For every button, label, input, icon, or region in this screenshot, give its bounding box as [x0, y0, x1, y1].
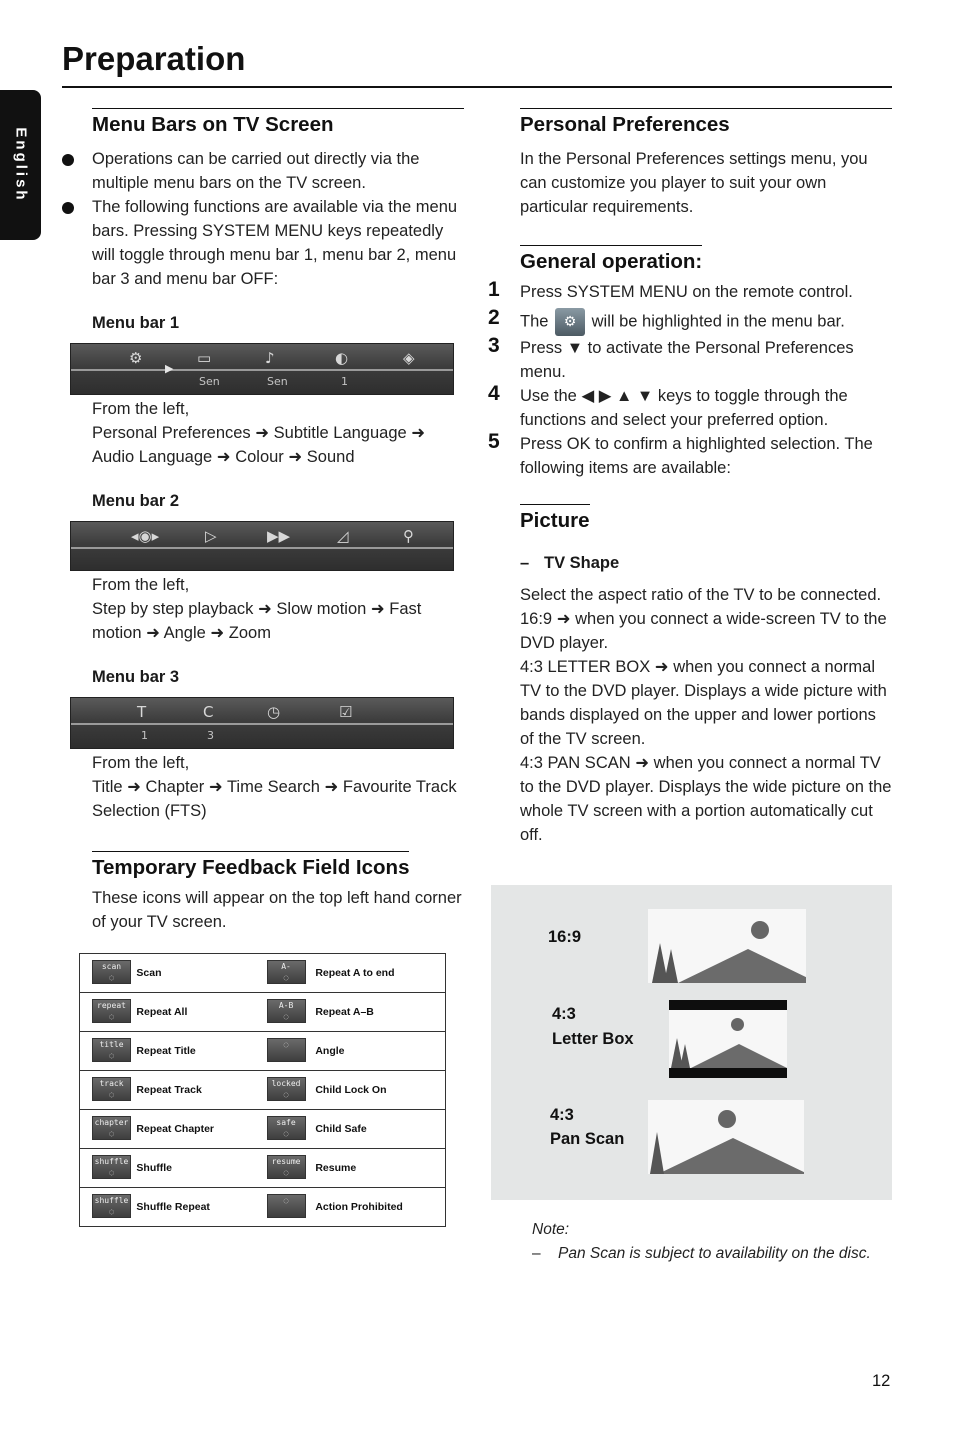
feedback-icon [92, 1194, 131, 1218]
feedback-icon-text: track [99, 1078, 124, 1088]
language-tab-label: English [12, 127, 29, 203]
table-row [80, 954, 446, 993]
table-row [80, 1149, 446, 1188]
right-column [488, 108, 892, 847]
bullet-item: The following functions are available via the menu bars. Pressing SYSTEM MENU keys repeatedly will toggle through menu bar 1, menu bar 2, menu bar 3 and menu bar OFF: [92, 195, 464, 291]
step-4 [488, 382, 892, 432]
table-row [80, 993, 446, 1032]
fast-motion-icon: ▶▶ [267, 527, 291, 545]
general-steps [488, 278, 892, 480]
chapter-value: 3 [207, 729, 214, 742]
table-row [80, 1071, 446, 1110]
feedback-label: Repeat Track [136, 1071, 266, 1110]
table-row [80, 1110, 446, 1149]
dash: – [520, 554, 530, 572]
page-number: 12 [872, 1372, 891, 1390]
feedback-icon [267, 999, 306, 1023]
tree [664, 949, 678, 983]
option-text: when you connect a normal TV to the DVD player. Displays the wide picture on the whole TV screen with a portion automatically cut off. [520, 754, 892, 844]
pan-scan-image [648, 1100, 804, 1174]
colour-icon: ◐ [335, 349, 349, 367]
sun [731, 1018, 744, 1031]
note-line [532, 1242, 892, 1266]
option-16-9 [520, 607, 892, 655]
language-tab [0, 90, 41, 240]
feedback-icon-cell [80, 1032, 137, 1071]
tree [650, 1132, 664, 1174]
feedback-icon-cell [267, 954, 316, 993]
feedback-icon [92, 1155, 131, 1179]
feedback-icon-text: shuffle [94, 1195, 129, 1205]
feedback-icon [267, 1038, 306, 1062]
letter-box-image [669, 1000, 787, 1078]
option-text: when you connect a wide-screen TV to the DVD player. [520, 610, 887, 652]
left-column [92, 108, 464, 934]
menu-bar-3-caption-lead: From the left, [92, 754, 190, 772]
feedback-icon-glyph: ◌ [283, 1128, 289, 1138]
feedback-icon [92, 1116, 131, 1140]
note-block [532, 1218, 892, 1266]
chapter-letter: C [203, 703, 214, 721]
feedback-icon [92, 999, 131, 1023]
panscan-label-ratio: 4:3 [550, 1106, 574, 1124]
zoom-icon: ⚲ [403, 527, 414, 545]
step-1 [488, 278, 892, 304]
menu-bar-1-caption: Personal Preferences ➜ Subtitle Language ➜ Audio Language ➜ Colour ➜ Sound [92, 424, 426, 466]
feedback-icon-cell [267, 1188, 316, 1227]
feedback-label: Action Prohibited [315, 1188, 445, 1227]
step-number: 4 [488, 382, 500, 405]
colour-value: 1 [341, 375, 348, 388]
feedback-label: Child Lock On [315, 1071, 445, 1110]
feedback-icon [92, 1077, 131, 1101]
feedback-icon-cell [80, 1071, 137, 1110]
sound-icon: ◈ [403, 349, 415, 367]
personal-preferences-heading: Personal Preferences [520, 108, 892, 137]
feedback-icon [92, 1038, 131, 1062]
feedback-icon-glyph: ◌ [109, 1128, 114, 1138]
feedback-icon-text: shuffle [94, 1156, 129, 1166]
feedback-icon [267, 1116, 306, 1140]
feedback-label: Shuffle Repeat [136, 1188, 266, 1227]
tv-shape-intro: Select the aspect ratio of the TV to be connected. [520, 586, 882, 604]
note-title: Note: [532, 1221, 570, 1238]
title-letter: T [137, 703, 147, 721]
subtitle-value: Sen [199, 375, 220, 388]
feedback-icon-text: A-B [278, 1000, 294, 1010]
picture-format-panel [491, 885, 892, 1200]
tree [680, 1044, 690, 1068]
wide-screen-image [648, 909, 806, 983]
letterbox-label-ratio: 4:3 [552, 1005, 576, 1023]
fts-icon: ☑ [339, 703, 353, 721]
menu-bar-2-screenshot [70, 521, 454, 571]
feedback-icon-cell [80, 1188, 137, 1227]
option-key: 4:3 LETTER BOX ➜ [520, 658, 669, 676]
feedback-label: Repeat A–B [315, 993, 445, 1032]
page-title: Preparation [62, 40, 246, 77]
time-search-icon: ◷ [267, 703, 281, 721]
feedback-icon-cell [267, 993, 316, 1032]
menu-bar-2-label: Menu bar 2 [92, 492, 180, 510]
tv-shape-subheading [520, 551, 892, 575]
angle-icon: ◿ [337, 527, 349, 545]
bar-line [71, 723, 453, 725]
bottom-band [669, 1068, 787, 1078]
subtitle-icon: ▭ [197, 349, 212, 367]
feedback-icon [92, 960, 131, 984]
letterbox-label-name: Letter Box [552, 1030, 634, 1048]
feedback-icon-glyph: ◌ [109, 1206, 114, 1216]
feedback-icon-glyph: ◌ [283, 1089, 289, 1099]
feedback-icon-text: safe [276, 1117, 296, 1127]
general-operation-heading: General operation: [520, 245, 702, 274]
picture-heading: Picture [520, 504, 590, 533]
table-row [80, 1188, 446, 1227]
icon-table-body [80, 954, 446, 1227]
feedback-icon-text: A- [281, 961, 291, 971]
feedback-icon-glyph: ◌ [283, 1195, 289, 1205]
note-text: Pan Scan is subject to availability on the disc. [558, 1245, 871, 1262]
step-text: The [520, 312, 549, 331]
feedback-label: Angle [315, 1032, 445, 1071]
step-3 [488, 334, 892, 384]
top-band [669, 1000, 787, 1010]
menu-bar-3-caption: Title ➜ Chapter ➜ Time Search ➜ Favourite Track Selection (FTS) [92, 778, 457, 820]
step-text: will be highlighted in the menu bar. [591, 312, 845, 331]
audio-language-icon: ♪ [265, 349, 275, 367]
feedback-icon-glyph: ◌ [109, 1089, 114, 1099]
feedback-icon-glyph: ◌ [283, 1011, 289, 1021]
feedback-label: Scan [136, 967, 162, 979]
feedback-icon-text: title [99, 1039, 124, 1049]
menu-bar-1-screenshot [70, 343, 454, 395]
feedback-icon-text: repeat [97, 1000, 126, 1010]
step-number: 5 [488, 430, 500, 453]
step-number: 1 [488, 278, 500, 301]
option-key: 16:9 ➜ [520, 610, 571, 628]
feedback-icon [267, 1194, 306, 1218]
feedback-icon-glyph: ◌ [109, 972, 114, 982]
feedback-icon-cell [80, 954, 137, 993]
wide-label: 16:9 [548, 928, 582, 946]
feedback-icon-cell [80, 1149, 137, 1188]
step-2 [488, 306, 892, 336]
feedback-icon-glyph: ◌ [109, 1167, 114, 1177]
hill [658, 1138, 804, 1174]
feedback-icon-cell [267, 1110, 316, 1149]
step-text: Use the ◀ ▶ ▲ ▼ keys to toggle through the functions and select your preferred option. [520, 387, 848, 429]
feedback-icon-glyph: ◌ [283, 1167, 289, 1177]
feedback-icon-glyph: ◌ [283, 972, 289, 982]
sun [718, 1110, 736, 1128]
personal-preferences-inline-icon: ⚙ [555, 308, 585, 336]
feedback-icon-glyph: ◌ [109, 1050, 114, 1060]
feedback-icon-text: locked [271, 1078, 301, 1088]
step-text: Press SYSTEM MENU on the remote control. [520, 283, 853, 301]
panscan-label-name: Pan Scan [550, 1130, 625, 1148]
menu-bar-1-caption-lead: From the left, [92, 400, 190, 418]
feedback-label: Shuffle [136, 1149, 266, 1188]
menu-bar-2-caption: Step by step playback ➜ Slow motion ➜ Fast motion ➜ Angle ➜ Zoom [92, 600, 422, 642]
personal-preferences-text: In the Personal Preferences settings menu, you can customize you player to suit your own particular requirements. [520, 150, 868, 216]
step-5 [488, 430, 892, 480]
feedback-icon-cell [267, 1032, 316, 1071]
feedback-label: Repeat A to end [315, 967, 395, 979]
option-letter-box [520, 655, 892, 751]
feedback-icon [267, 1077, 306, 1101]
audio-value: Sen [267, 375, 288, 388]
feedback-icon-glyph: ◌ [283, 1039, 289, 1049]
bar-line [71, 547, 453, 549]
option-key: 4:3 PAN SCAN ➜ [520, 754, 650, 772]
menu-bar-1-label: Menu bar 1 [92, 314, 180, 332]
feedback-label: Repeat Chapter [136, 1110, 266, 1149]
title-rule [62, 86, 892, 88]
title-value: 1 [141, 729, 148, 742]
hill [691, 1044, 787, 1068]
sun [751, 921, 769, 939]
note-dash: – [532, 1245, 541, 1262]
table-row [80, 1032, 446, 1071]
feedback-icon-cell [80, 1110, 137, 1149]
feedback-label: Child Safe [315, 1110, 445, 1149]
feedback-icon-cell [80, 993, 137, 1032]
feedback-icon [267, 960, 306, 984]
feedback-icon-text: chapter [94, 1117, 129, 1127]
menu-bar-2-caption-lead: From the left, [92, 576, 190, 594]
step-text: Press OK to confirm a highlighted selection. The following items are available: [520, 435, 873, 477]
step-text: Press ▼ to activate the Personal Preferences menu. [520, 339, 854, 381]
hill [678, 949, 806, 983]
menu-bar-3-label: Menu bar 3 [92, 668, 180, 686]
feedback-icon-cell [267, 1071, 316, 1110]
step-playback-icon: ◂◉▸ [131, 527, 160, 545]
feedback-label: Repeat Title [136, 1032, 266, 1071]
feedback-text: These icons will appear on the top left hand corner of your TV screen. [92, 889, 462, 931]
slow-motion-icon: ▷ [205, 527, 217, 545]
option-pan-scan [520, 751, 892, 847]
feedback-icon [267, 1155, 306, 1179]
personal-preferences-icon: ⚙ [129, 349, 143, 367]
tv-shape-label: TV Shape [544, 554, 620, 572]
step-number: 2 [488, 306, 500, 329]
feedback-icon-table [79, 953, 446, 1227]
menu-bars-bullets [92, 147, 464, 291]
feedback-label: Repeat All [136, 993, 266, 1032]
feedback-icon-text: scan [101, 961, 122, 971]
feedback-heading: Temporary Feedback Field Icons [92, 851, 409, 880]
step-number: 3 [488, 334, 500, 357]
menu-bar-3-screenshot [70, 697, 454, 749]
feedback-icon-glyph: ◌ [109, 1011, 114, 1021]
bullet-item: Operations can be carried out directly via the multiple menu bars on the TV screen. [92, 147, 464, 195]
menu-bars-heading: Menu Bars on TV Screen [92, 108, 464, 137]
arrow-icon: ▶ [165, 362, 174, 375]
feedback-label: Resume [315, 1149, 445, 1188]
option-text: when you connect a normal TV to the DVD player. Displays a wide picture with bands displayed on the upper and lower portions of the TV screen. [520, 658, 887, 748]
feedback-icon-cell [267, 1149, 316, 1188]
feedback-icon-text: resume [271, 1156, 301, 1166]
bar-line [71, 369, 453, 371]
